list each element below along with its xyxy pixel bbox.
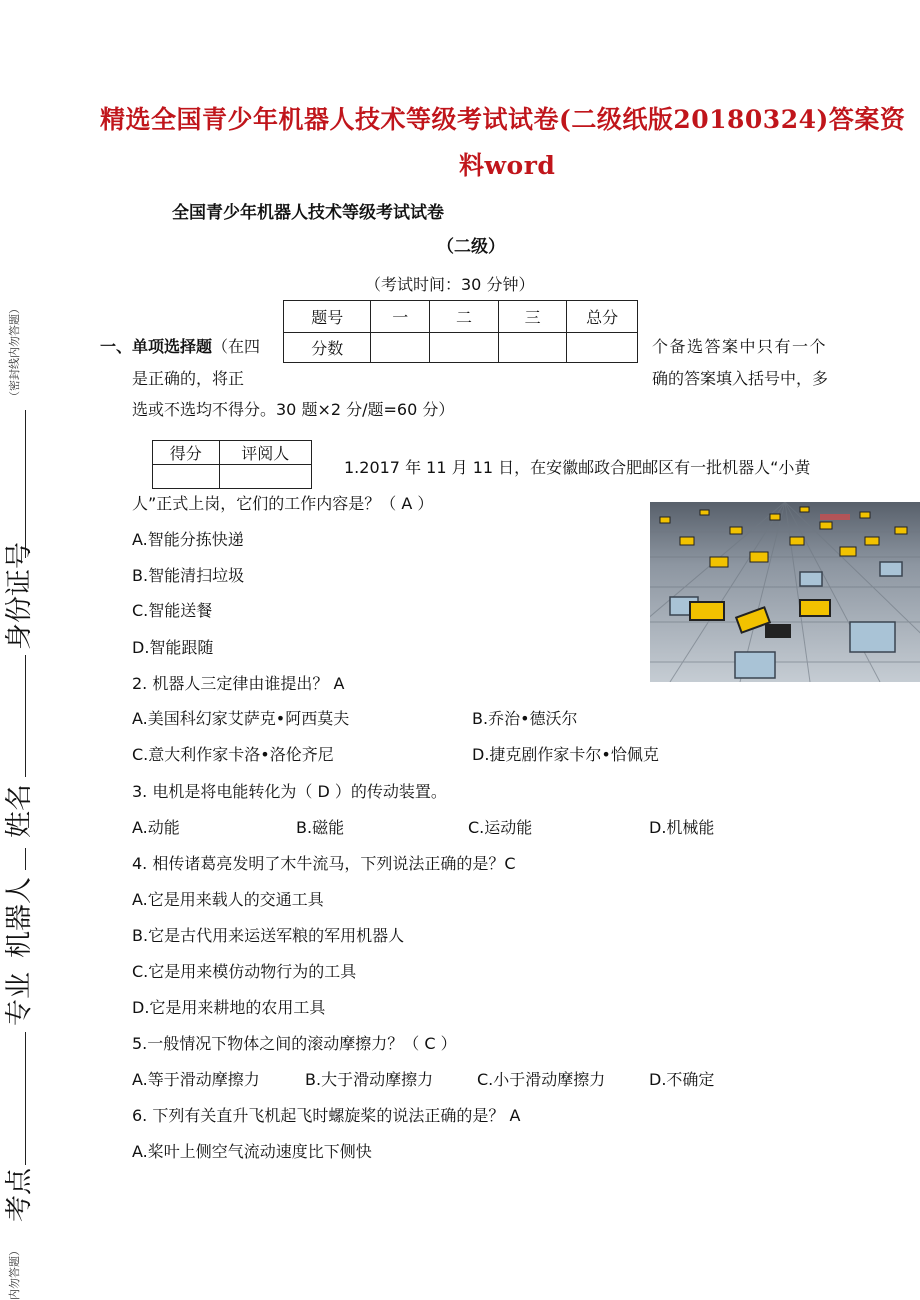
exam-time: （考试时间：30 分钟） <box>365 275 535 294</box>
sidebar-major-value: 机器人 <box>4 877 35 958</box>
question-4-option-c: C.它是用来模仿动物行为的工具 <box>132 962 357 981</box>
sidebar-name-label: 姓名 <box>4 784 35 838</box>
question-2-option-d: D.捷克剧作家卡尔•恰佩克 <box>472 745 659 764</box>
score-header-cell: 一 <box>371 301 430 333</box>
sidebar-site-label: 考点 <box>4 1168 35 1222</box>
question-5: 5.一般情况下物体之间的滚动摩擦力？（ C ） <box>132 1034 457 1053</box>
question-5-option-c: C.小于滑动摩擦力 <box>477 1070 606 1089</box>
robot-warehouse-photo <box>650 502 920 682</box>
question-2: 2. 机器人三定律由谁提出？ A <box>132 674 345 693</box>
score-cell[interactable] <box>567 333 638 363</box>
document-title-line2: 料word <box>459 151 556 180</box>
question-4-option-d: D.它是用来耕地的农用工具 <box>132 998 326 1017</box>
grader-reviewer-cell[interactable] <box>219 465 311 489</box>
question-4-option-b: B.它是古代用来运送军粮的军用机器人 <box>132 926 405 945</box>
question-1-option-a: A.智能分拣快递 <box>132 530 244 549</box>
question-5-option-b: B.大于滑动摩擦力 <box>305 1070 434 1089</box>
score-row-label: 分数 <box>284 333 371 363</box>
sidebar-major-label: 专业 <box>4 972 35 1026</box>
document-title-line1: 精选全国青少年机器人技术等级考试试卷(二级纸版20180324)答案资 <box>100 105 906 134</box>
score-header-cell: 二 <box>430 301 499 333</box>
sidebar-line-4 <box>25 1032 26 1165</box>
score-cell[interactable] <box>498 333 567 363</box>
question-3-option-d: D.机械能 <box>649 818 715 837</box>
exam-level: （二级） <box>437 237 505 257</box>
score-header-cell: 三 <box>498 301 567 333</box>
section1-intro-line3: 选或不选均不得分。30 题×2 分/题=60 分） <box>132 400 455 419</box>
question-1-option-d: D.智能跟随 <box>132 638 214 657</box>
question-6: 6. 下列有关直升飞机起飞时螺旋桨的说法正确的是？ A <box>132 1106 521 1125</box>
grader-score-header: 得分 <box>153 441 220 465</box>
score-cell[interactable] <box>430 333 499 363</box>
sidebar-top-note: （密封线内勿答题） <box>8 303 21 402</box>
question-1-line2: 人”正式上岗，它们的工作内容是？（ A ） <box>132 494 434 513</box>
score-table <box>283 300 638 363</box>
score-header-cell: 题号 <box>284 301 371 333</box>
score-cell[interactable] <box>371 333 430 363</box>
question-3: 3. 电机是将电能转化为（ D ）的传动装置。 <box>132 782 447 801</box>
question-2-option-a: A.美国科幻家艾萨克•阿西莫夫 <box>132 709 350 728</box>
sidebar-line-3 <box>25 848 26 870</box>
question-3-option-b: B.磁能 <box>296 818 345 837</box>
question-1-line1: 1.2017 年 11 月 11 日，在安徽邮政合肥邮区有一批机器人“小黄 <box>344 458 811 477</box>
question-4-option-a: A.它是用来载人的交通工具 <box>132 890 324 909</box>
grader-table <box>152 440 312 489</box>
question-2-option-c: C.意大利作家卡洛•洛伦齐尼 <box>132 745 334 764</box>
question-3-option-a: A.动能 <box>132 818 180 837</box>
section1-intro-left2: 是正确的，将正 <box>132 369 245 388</box>
question-4: 4. 相传诸葛亮发明了木牛流马，下列说法正确的是？C <box>132 854 516 873</box>
sidebar-line-1 <box>25 410 26 558</box>
question-1-option-b: B.智能清扫垃圾 <box>132 566 245 585</box>
question-5-option-d: D.不确定 <box>649 1070 715 1089</box>
question-1-option-c: C.智能送餐 <box>132 601 213 620</box>
score-header-cell: 总分 <box>567 301 638 333</box>
grader-score-cell[interactable] <box>153 465 220 489</box>
sidebar-bottom-note: 内勿答题） <box>8 1245 21 1300</box>
question-3-option-c: C.运动能 <box>468 818 533 837</box>
section1-heading: 一、单项选择题 <box>100 337 213 356</box>
sidebar-id-label: 身份证号 <box>4 542 35 650</box>
section1-intro-right2: 确的答案填入括号中，多 <box>652 369 829 388</box>
sidebar-line-2 <box>25 655 26 777</box>
question-5-option-a: A.等于滑动摩擦力 <box>132 1070 260 1089</box>
robot-warehouse-photo-svg <box>650 502 920 682</box>
grader-reviewer-header: 评阅人 <box>219 441 311 465</box>
exam-title: 全国青少年机器人技术等级考试试卷 <box>172 203 444 223</box>
section1-heading-line <box>100 337 260 357</box>
question-6-option-a: A.桨叶上侧空气流动速度比下侧快 <box>132 1142 372 1161</box>
section1-intro-right1: 个备选答案中只有一个 <box>652 337 828 356</box>
question-2-option-b: B.乔治•德沃尔 <box>472 709 578 728</box>
section1-intro-left1: （在四 <box>212 337 261 356</box>
